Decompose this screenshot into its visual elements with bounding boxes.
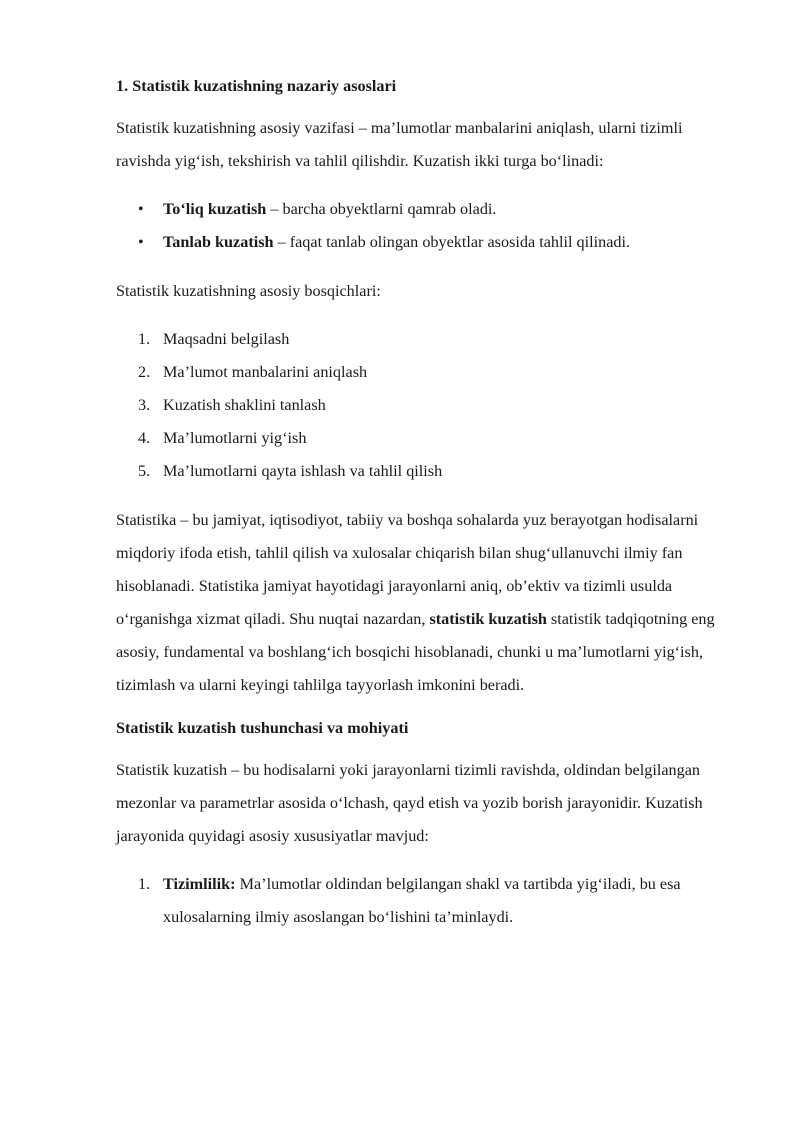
statistics-definition-paragraph: [116, 504, 740, 702]
bullet-icon: •: [138, 233, 144, 251]
list-number: 3.: [138, 396, 151, 414]
list-item: [116, 422, 740, 455]
list-item-text: – faqat tanlab olingan obyektlar asosida tahlil qilinadi.: [273, 233, 631, 251]
section-heading: 1. Statistik kuzatishning nazariy asoslari: [116, 77, 397, 95]
list-number: 5.: [138, 462, 151, 480]
list-number: 1.: [138, 875, 151, 893]
stages-list: [116, 323, 740, 488]
paragraph-bold-term: statistik kuzatish: [429, 610, 547, 628]
paragraph-text: statistik tadqiqotning eng asosiy, fundamental va boshlang‘ich bosqichi hisoblanadi, chunki u ma’lumotlarni yig‘ish, tizimlash va ularni keyingi tahlilga tayyorlash imkonini beradi.: [116, 610, 715, 694]
list-item: [116, 193, 740, 226]
bullet-icon: •: [138, 200, 144, 218]
list-item: [116, 389, 740, 422]
features-list: [116, 868, 740, 934]
list-number: 1.: [138, 330, 151, 348]
list-item-text: Ma’lumotlarni yig‘ish: [163, 429, 307, 447]
list-item-text: – barcha obyektlarni qamrab oladi.: [266, 200, 497, 218]
observation-definition-paragraph: Statistik kuzatish – bu hodisalarni yoki jarayonlarni tizimli ravishda, oldindan belgilangan mezonlar va parametrlar asosida o‘lchash, qayd etish va yozib borish jarayonidir. Kuzatish jarayonida quyidagi asosiy xususiyatlar mavjud:: [116, 761, 703, 845]
list-item: [116, 356, 740, 389]
list-item: [116, 455, 740, 488]
paragraph-text: Statistika – bu jamiyat, iqtisodiyot, tabiiy va boshqa sohalarda yuz berayotgan hodisalarni miqdoriy ifoda etish, tahlil qilish va xulosalar chiqarish bilan shug‘ullanuvchi ilmiy fan hisoblanadi. Statistika jamiyat hayotidagi jarayonlarni aniq, ob’ektiv va tizimli usulda o‘rganishga xizmat qiladi. Shu nuqtai nazardan,: [116, 511, 699, 628]
list-item-term: To‘liq kuzatish: [163, 200, 267, 218]
list-number: 2.: [138, 363, 151, 381]
stages-intro-paragraph: Statistik kuzatishning asosiy bosqichlari:: [116, 282, 381, 300]
list-number: 4.: [138, 429, 151, 447]
list-item-text: Maqsadni belgilash: [163, 330, 290, 348]
list-item-text: Ma’lumot manbalarini aniqlash: [163, 363, 368, 381]
list-item: [116, 226, 740, 259]
list-item-term: Tizimlilik:: [163, 875, 236, 893]
subsection-heading: Statistik kuzatish tushunchasi va mohiyati: [116, 719, 409, 737]
list-item-text: Ma’lumotlarni qayta ishlash va tahlil qilish: [163, 462, 443, 480]
list-item: [116, 323, 740, 356]
list-item-term: Tanlab kuzatish: [163, 233, 274, 251]
list-item-text: Kuzatish shaklini tanlash: [163, 396, 326, 414]
list-item: [116, 868, 740, 934]
observation-types-list: [116, 193, 740, 259]
list-item-text: Ma’lumotlar oldindan belgilangan shakl va tartibda yig‘iladi, bu esa xulosalarning ilmiy asoslangan bo‘lishini ta’minlaydi.: [163, 875, 681, 926]
intro-paragraph: Statistik kuzatishning asosiy vazifasi – ma’lumotlar manbalarini aniqlash, ularni tizimli ravishda yig‘ish, tekshirish va tahlil qilishdir. Kuzatish ikki turga bo‘linadi:: [116, 119, 683, 170]
document-page: [116, 64, 740, 950]
